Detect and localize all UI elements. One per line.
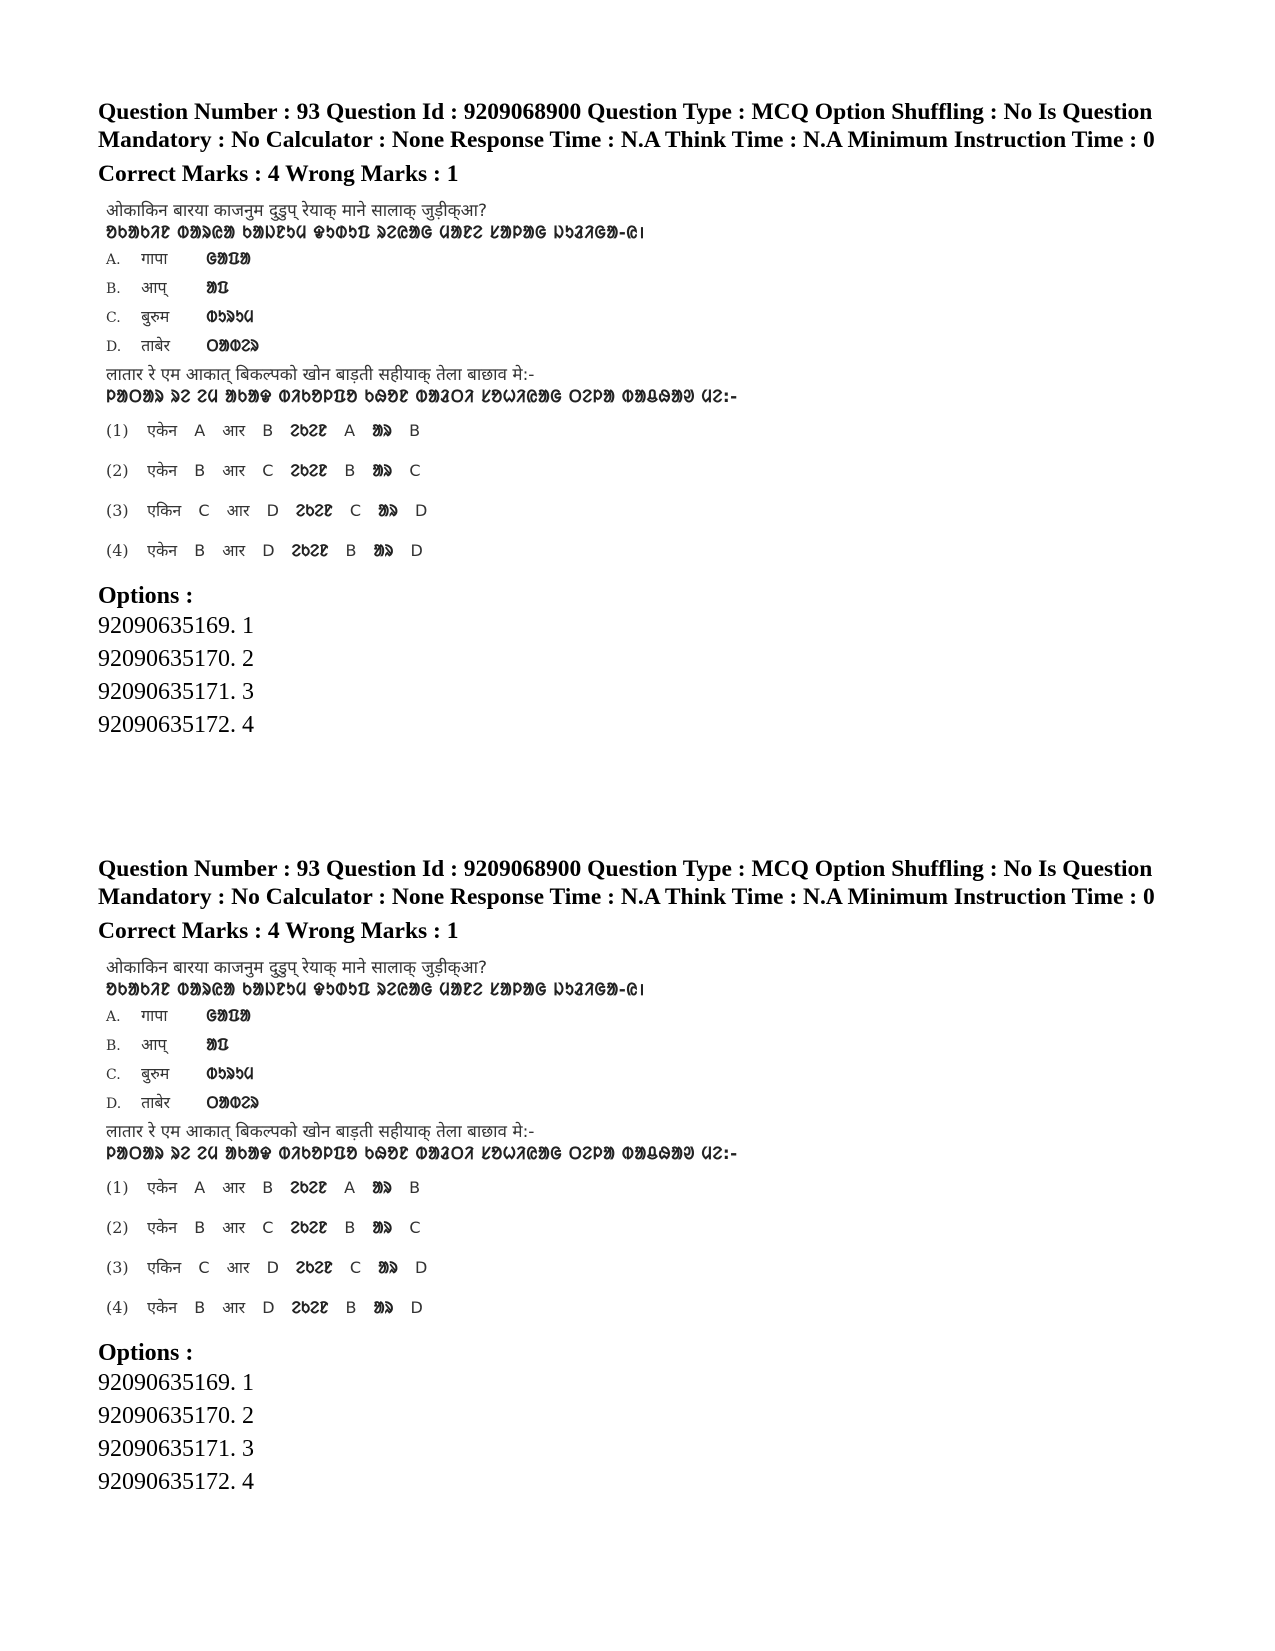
option-id: 92090635170. 2 [98,646,254,672]
pair-olchiki: ᱛᱟᱵᱮᱨ [206,336,260,355]
choice-first: A [194,1178,206,1197]
choice-word-olchiki: ᱮᱠᱮᱱ [291,1298,329,1317]
answer-choice [106,1297,666,1337]
question-block-1 [98,98,1178,742]
question-meta: Question Number : 93 Question Id : 9209068900 Question Type : MCQ Option Shuffling : No Is Question Mandatory : No Calculator : None Response Time : N.A Think Time : N.A Minimum Instruction Time : 0 [98,856,1155,910]
question-meta: Question Number : 93 Question Id : 9209068900 Question Type : MCQ Option Shuffling : No Is Question Mandatory : No Calculator : None Response Time : N.A Think Time : N.A Minimum Instruction Time : 0 [98,99,1155,153]
pair-letter: C. [106,310,121,326]
choice-number: (2) [106,1218,129,1237]
pair-olchiki: ᱵᱩᱨᱩᱢ [206,1064,254,1083]
pair-letter: C. [106,1067,121,1083]
answer-choice [106,1257,666,1297]
choice-second-olchiki: C [409,1218,421,1237]
choice-and: आर [222,421,246,440]
question-stem-olchiki: ᱚᱠᱟᱠᱤᱱ ᱵᱟᱨᱭᱟ ᱠᱟᱡᱱᱩᱢ ᱫᱩᱰᱩᱯ ᱨᱮᱭᱟᱜ ᱢᱟᱱᱮ ᱥᱟᱞᱟᱜ ᱡᱩᱲᱤᱜᱟ-ᱭ। [106,223,645,243]
choice-second-olchiki: D [410,1298,423,1317]
choice-word: एकेन [147,1218,178,1237]
choice-and: आर [222,1298,246,1317]
pair-item [106,306,666,335]
choice-first-olchiki: C [349,501,362,520]
choice-second: C [262,461,274,480]
pair-item [106,1092,666,1121]
choice-and: आर [222,541,246,560]
pair-olchiki: ᱟᱯ [206,278,229,297]
pair-letter: A. [106,252,121,268]
choice-second-olchiki: B [409,421,421,440]
choice-word: एकिन [147,501,182,520]
choice-second-olchiki: B [409,1178,421,1197]
pair-olchiki: ᱜᱟᱯᱟ [206,249,251,268]
answer-choice [106,500,666,540]
choice-and-olchiki: ᱟᱨ [372,1178,392,1197]
option-id: 92090635169. 1 [98,1370,254,1396]
choice-and-olchiki: ᱟᱨ [373,1298,394,1317]
choice-first-olchiki: A [344,1178,356,1197]
choice-and: आर [226,1258,250,1277]
choice-number: (2) [106,461,129,480]
choice-and-olchiki: ᱟᱨ [372,1218,393,1237]
option-id: 92090635170. 2 [98,1403,254,1429]
pair-olchiki: ᱜᱟᱯᱟ [206,1006,251,1025]
choice-word-olchiki: ᱮᱠᱮᱱ [290,1218,328,1237]
choice-second-olchiki: D [410,541,423,560]
choice-and-olchiki: ᱟᱨ [378,501,398,520]
pair-letter: A. [106,1009,121,1025]
choice-and: आर [222,461,246,480]
options-title: Options : [98,1340,194,1366]
pair-item [106,277,666,306]
choice-second: D [262,1298,275,1317]
pair-olchiki: ᱛᱟᱵᱮᱨ [206,1093,260,1112]
choice-and-olchiki: ᱟᱨ [372,461,393,480]
choice-word-olchiki: ᱮᱠᱮᱱ [291,541,329,560]
choice-second-olchiki: D [414,501,428,520]
choice-word: एकेन [147,461,178,480]
pair-devanagari: गापा [141,249,168,268]
pair-item [106,1034,666,1063]
choice-first-olchiki: B [344,461,356,480]
pair-letter: B. [106,1038,121,1054]
question-marks: Correct Marks : 4 Wrong Marks : 1 [98,918,459,944]
choice-word-olchiki: ᱮᱠᱮᱱ [296,501,333,520]
option-id: 92090635172. 4 [98,1469,254,1495]
choice-first-olchiki: C [349,1258,362,1277]
choice-number: (1) [106,1178,129,1197]
pair-devanagari: ताबेर [141,1093,171,1112]
answer-choices [106,1177,666,1337]
choice-second: D [262,541,275,560]
choice-first: B [194,541,206,560]
instruction-devanagari: लातार रे एम आकात् बिकल्पको खोन बाड़ती सहीयाक् तेला बाछाव मे:- [106,365,535,385]
question-image [106,200,738,580]
choice-word: एकेन [147,1178,178,1197]
choice-and-olchiki: ᱟᱨ [378,1258,398,1277]
choice-and: आर [222,1178,246,1197]
choice-second: B [262,421,274,440]
option-id: 92090635169. 1 [98,613,254,639]
choice-second-olchiki: D [414,1258,428,1277]
choice-word: एकिन [147,1258,182,1277]
instruction-olchiki: ᱞᱟᱛᱟᱨ ᱨᱮ ᱮᱢ ᱟᱠᱟᱫ ᱵᱤᱠᱚᱞᱯᱚ ᱠᱷᱚᱱ ᱵᱟᱲᱛᱤ ᱥᱚᱦᱤᱭᱟᱜ ᱛᱮᱞᱟ ᱵᱟᱪᱷᱟᱣ ᱢᱮ:- [106,387,738,407]
choice-word-olchiki: ᱮᱠᱮᱱ [296,1258,333,1277]
choice-and: आर [226,501,250,520]
choice-number: (1) [106,421,129,440]
pair-olchiki: ᱟᱯ [206,1035,229,1054]
answer-choice [106,420,666,460]
option-id: 92090635172. 4 [98,712,254,738]
choice-first: B [194,1218,206,1237]
question-stem-devanagari: ओकाकिन बारया काजनुम दुडुप् रेयाक् माने सालाक् जुड़ीक्आ? [106,958,488,978]
pair-letter: B. [106,281,121,297]
choice-number: (3) [106,501,129,520]
choice-second: D [266,1258,279,1277]
answer-choice [106,540,666,580]
choice-first-olchiki: B [345,541,357,560]
choice-first: C [198,1258,210,1277]
choice-word-olchiki: ᱮᱠᱮᱱ [290,461,328,480]
choice-and-olchiki: ᱟᱨ [372,421,392,440]
instruction-olchiki: ᱞᱟᱛᱟᱨ ᱨᱮ ᱮᱢ ᱟᱠᱟᱫ ᱵᱤᱠᱚᱞᱯᱚ ᱠᱷᱚᱱ ᱵᱟᱲᱛᱤ ᱥᱚᱦᱤᱭᱟᱜ ᱛᱮᱞᱟ ᱵᱟᱪᱷᱟᱣ ᱢᱮ:- [106,1144,738,1164]
answer-choice [106,1217,666,1257]
choice-word: एकेन [147,421,178,440]
pair-letter: D. [106,1096,122,1112]
choice-word: एकेन [147,1298,178,1317]
question-stem-devanagari: ओकाकिन बारया काजनुम दुडुप् रेयाक् माने सालाक् जुड़ीक्आ? [106,201,488,221]
options-title: Options : [98,583,194,609]
instruction-devanagari: लातार रे एम आकात् बिकल्पको खोन बाड़ती सहीयाक् तेला बाछाव मे:- [106,1122,535,1142]
pair-devanagari: गापा [141,1006,168,1025]
answer-choices [106,420,666,580]
choice-first-olchiki: A [344,421,356,440]
pair-item [106,248,666,277]
pair-devanagari: ताबेर [141,336,171,355]
pair-letter: D. [106,339,122,355]
choice-word-olchiki: ᱮᱠᱮᱱ [290,1178,328,1197]
pair-olchiki: ᱵᱩᱨᱩᱢ [206,307,254,326]
option-id: 92090635171. 3 [98,679,254,705]
choice-number: (4) [106,541,129,560]
pair-item [106,335,666,364]
choice-first: B [194,1298,206,1317]
choice-word: एकेन [147,541,178,560]
choice-second: C [262,1218,274,1237]
choice-second-olchiki: C [409,461,421,480]
pair-devanagari: बुरुम [141,307,170,326]
choice-first: C [198,501,210,520]
choice-number: (4) [106,1298,129,1317]
question-marks: Correct Marks : 4 Wrong Marks : 1 [98,161,459,187]
answer-choice [106,1177,666,1217]
option-id: 92090635171. 3 [98,1436,254,1462]
pair-devanagari: आप् [141,1035,167,1054]
choice-first-olchiki: B [345,1298,357,1317]
choice-second: D [266,501,279,520]
choice-and: आर [222,1218,246,1237]
pair-item [106,1063,666,1092]
question-block-2 [98,855,1178,1499]
question-stem-olchiki: ᱚᱠᱟᱠᱤᱱ ᱵᱟᱨᱭᱟ ᱠᱟᱡᱱᱩᱢ ᱫᱩᱰᱩᱯ ᱨᱮᱭᱟᱜ ᱢᱟᱱᱮ ᱥᱟᱞᱟᱜ ᱡᱩᱲᱤᱜᱟ-ᱭ। [106,980,645,1000]
choice-first: A [194,421,206,440]
choice-first: B [194,461,206,480]
choice-first-olchiki: B [344,1218,356,1237]
answer-choice [106,460,666,500]
choice-and-olchiki: ᱟᱨ [373,541,394,560]
pair-item [106,1005,666,1034]
pair-devanagari: आप् [141,278,167,297]
pair-devanagari: बुरुम [141,1064,170,1083]
choice-word-olchiki: ᱮᱠᱮᱱ [290,421,328,440]
choice-number: (3) [106,1258,129,1277]
choice-second: B [262,1178,274,1197]
question-image [106,957,738,1337]
